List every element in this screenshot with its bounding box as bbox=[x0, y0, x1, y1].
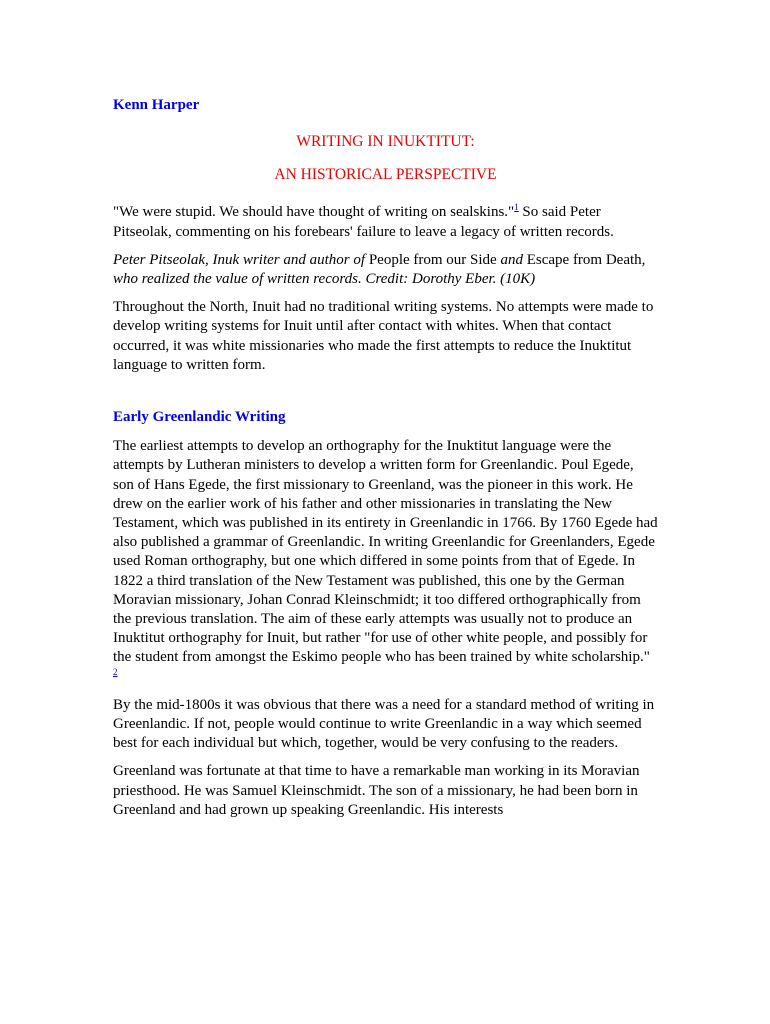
paragraph-north: Throughout the North, Inuit had no traditional writing systems. No attempts were made to develop writing systems for Inuit until after contact with whites. When that contact occurred, it was white missionaries who made the first attempts to reduce the Inuktitut language to written form. bbox=[113, 299, 654, 373]
caption-italic-1: Peter Pitseolak, Inuk writer and author of bbox=[113, 251, 369, 268]
caption-book-title-1: People from our Side bbox=[368, 251, 497, 268]
author-name: Kenn Harper bbox=[113, 97, 200, 113]
quote-followup-text: So said Peter Pitseolak, commenting on his forebears' failure to leave a legacy of written records. bbox=[113, 204, 614, 240]
paragraph-greenland-fortunate: Greenland was fortunate at that time to have a remarkable man working in its Moravian priesthood. He was Samuel Kleinschmidt. The son of a missionary, he had been born in Greenland and had grown up speaking Greenlandic. His interests bbox=[113, 763, 640, 818]
quote-text: "We were stupid. We should have thought of writing on sealskins." bbox=[113, 204, 515, 221]
footnote-link-2[interactable]: 2 bbox=[113, 666, 118, 677]
image-caption bbox=[113, 251, 658, 289]
document-title-line-2: AN HISTORICAL PERSPECTIVE bbox=[274, 166, 497, 184]
caption-italic-3: , who realized the value of written records. Credit: Dorothy Eber. (10K) bbox=[113, 251, 646, 288]
paragraph-mid-1800s: By the mid-1800s it was obvious that there was a need for a standard method of writing in Greenlandic. If not, people would continue to write Greenlandic in a way which seemed best for each individual but which, together, would be very confusing to the readers. bbox=[113, 696, 655, 752]
paragraph-earliest-attempts bbox=[113, 437, 658, 687]
section-heading-early-greenlandic: Early Greenlandic Writing bbox=[113, 409, 286, 426]
caption-book-title-2: Escape from Death bbox=[526, 251, 642, 268]
document-page bbox=[113, 96, 658, 829]
caption-italic-2: and bbox=[496, 251, 527, 268]
document-title-line-1: WRITING IN INUKTITUT: bbox=[296, 133, 475, 150]
quote-paragraph bbox=[113, 203, 658, 241]
footnote-link-1[interactable]: 1 bbox=[514, 202, 519, 213]
paragraph-earliest-text: The earliest attempts to develop an orthography for the Inuktitut language were the attempts by Lutheran ministers to develop a written form for Greenlandic. Poul Egede, son of Hans Egede, the first missionary to Greenland, was the pioneer in this work. He drew on the earlier work of his father and other missionaries in translating the New Testament, which was published in its entirety in Greenlandic in 1766. By 1760 Egede had also published a grammar of Greenlandic. In writing Greenlandic for Greenlanders, Egede used Roman orthography, but one which differed in some points from that of Egede. In 1822 a third translation of the New Testament was published, this one by the German Moravian missionary, Johan Conrad Kleinschmidt; it too differed orthographically from the previous translation. The aim of these early attempts was usually not to produce an Inuktitut orthography for Inuit, but rather "for use of other white people, and possibly for the student from amongst the Eskimo people who has been trained by white scholarship." bbox=[113, 438, 658, 666]
